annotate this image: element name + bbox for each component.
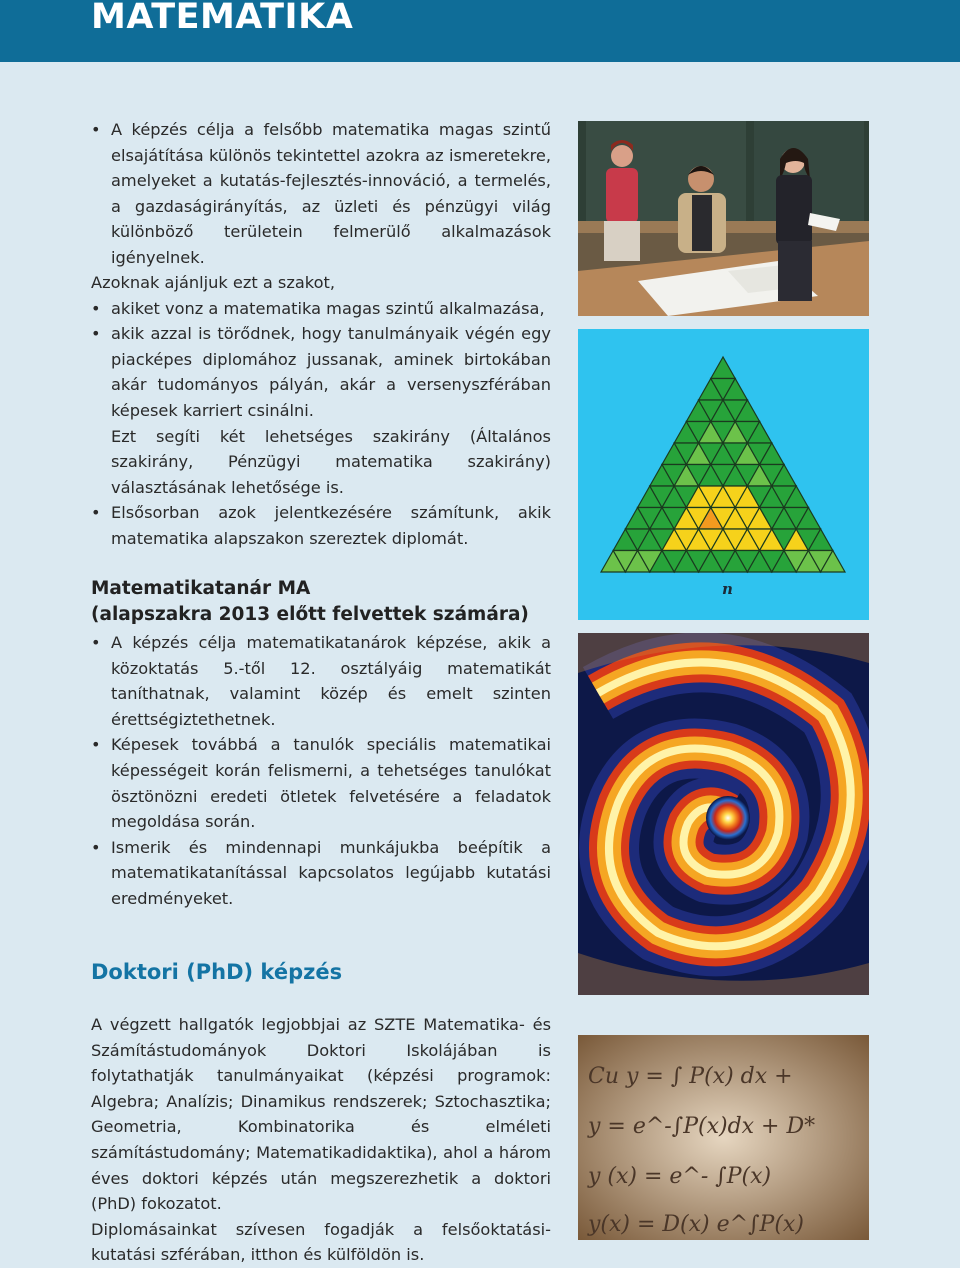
specialization-note: Ezt segíti két lehetséges szakirány (Általános szakirány, Pénzügyi matematika szakirány) választásának lehetősége is. bbox=[111, 426, 551, 497]
page-title: MATEMATIKA bbox=[91, 0, 354, 37]
list-item: • A képzés célja a felsőbb matematika magas szintű elsajátítása különös tekintettel azokra az ismeretekre, amelyeket a kutatás-fejlesztés-innováció, a termelés, a gazdaságirányítás, az üzleti és pénzügyi világ különböző területein felmerülő alkalmazások igényelnek. bbox=[91, 117, 551, 271]
fractal-image bbox=[578, 633, 869, 995]
triangle-grid bbox=[601, 357, 845, 572]
formula-line: Cu y = ∫ P(x) dx + bbox=[588, 1064, 793, 1089]
recommend-intro: Azoknak ajánljuk ezt a szakot, bbox=[91, 273, 335, 292]
list-item: • Képesek továbbá a tanulók speciális matematikai képességeit korán felismerni, a tehetséges tanulókat ösztönözni eredeti ötletek felvetésére a feladatok megoldása során. bbox=[91, 732, 551, 834]
list-item: • akik azzal is törődnek, hogy tanulmányaik végén egy piacképes diplomához jussanak, aminek birtokában akár tudományos pályán, akár a versenyszférában képesek karriert csinálni. bbox=[91, 321, 551, 423]
list-item: • akiket vonz a matematika magas szintű alkalmazása, bbox=[91, 296, 551, 322]
ma-list bbox=[91, 630, 551, 912]
ma-heading-line1: Matematikatanár MA bbox=[91, 578, 311, 599]
formula-line: y(x) = D(x) e^∫P(x) bbox=[588, 1212, 804, 1237]
section-ma bbox=[91, 576, 551, 912]
phd-paragraph-2: Diplomásainkat szívesen fogadják a felsőoktatási-kutatási szférában, itthon és külföldön is. bbox=[91, 1219, 551, 1265]
list-item: • Ismerik és mindennapi munkájukba beépítik a matematikatanítással kapcsolatos legújabb kutatási eredményeket. bbox=[91, 835, 551, 912]
triangle-illustration bbox=[578, 329, 869, 620]
ma-heading-line2: (alapszakra 2013 előtt felvettek számára) bbox=[91, 604, 529, 625]
goal-list bbox=[91, 117, 551, 271]
phd-paragraph-1: A végzett hallgatók legjobbjai az SZTE Matematika- és Számítástudományok Doktori Iskolájában is folytathatják tanulmányaikat (képzési programok: Algebra; Analízis; Dinamikus rendszerek; Sztochasztika; Geometria, Kombinatorika és elméleti számítástudomány; Matematikadidaktika), ahol a három éves doktori képzés után megszerezhetik a doktori (PhD) fokozatot. bbox=[91, 1015, 551, 1214]
section-phd bbox=[91, 958, 551, 986]
triangle-cell bbox=[711, 357, 735, 379]
phd-heading: Doktori (PhD) képzés bbox=[91, 960, 343, 984]
section-goal bbox=[91, 117, 551, 271]
recommend-list-2 bbox=[91, 500, 551, 551]
formula-photo bbox=[578, 1035, 869, 1240]
triangle-label: n bbox=[722, 580, 733, 598]
formula-line: y (x) = e^- ∫P(x) bbox=[588, 1164, 772, 1189]
formula-line: y = e^-∫P(x)dx + D* bbox=[588, 1114, 816, 1139]
section-phd-body bbox=[91, 1012, 551, 1268]
recommend-list bbox=[91, 296, 551, 424]
list-item: • A képzés célja matematikatanárok képzése, akik a közoktatás 5.-től 12. osztályáig matematikát taníthatnak, valamint közép és emelt szinten érettségiztethetnek. bbox=[91, 630, 551, 732]
section-recommend bbox=[91, 270, 551, 552]
list-item: • Elsősorban azok jelentkezésére számítunk, akik matematika alapszakon szereztek diplomát. bbox=[91, 500, 551, 551]
page-header bbox=[0, 0, 960, 62]
classroom-photo bbox=[578, 121, 869, 316]
